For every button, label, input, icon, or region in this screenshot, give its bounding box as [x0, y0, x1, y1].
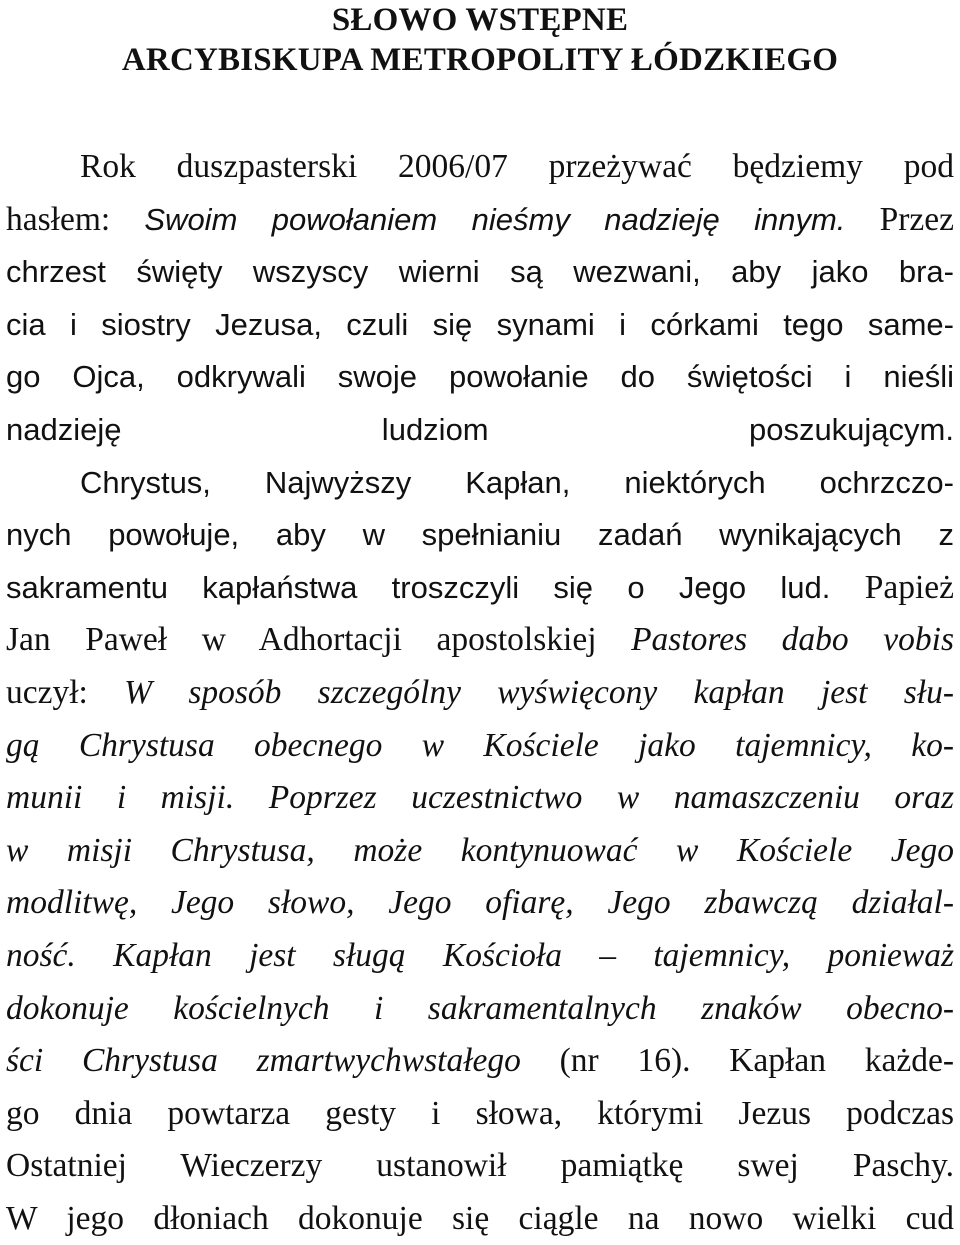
text-segment: w misji Chrystusa, może kontynuować w Kościele Jego [6, 831, 954, 869]
text-segment: ści Chrystusa zmartwychwstałego [6, 1042, 521, 1080]
text-segment: (nr 16). Kapłan każde- [520, 1042, 954, 1080]
text-segment: Swoim powołaniem nieśmy nadzieję innym. [144, 201, 846, 237]
text-line [6, 1035, 954, 1088]
text-segment: dokonuje kościelnych i sakramentalnych znaków obecno- [6, 989, 954, 1027]
text-segment: Rok duszpasterski 2006/07 przeżywać będziemy pod [80, 148, 954, 185]
text-line [6, 404, 954, 457]
text-segment: munii i misji. [6, 779, 269, 817]
text-line [6, 509, 954, 562]
text-line [6, 1088, 954, 1141]
text-segment: W jego dłoniach dokonuje się ciągle na nowo wielki cud [6, 1199, 954, 1237]
text-segment: sakramentu kapłaństwa troszczyli się o Jego lud. [6, 569, 865, 605]
text-segment: Chrystus, Najwyższy Kapłan, niektórych ochrzczo- [80, 464, 954, 500]
text-segment: Ostatniej Wieczerzy ustanowił pamiątkę swej Paschy. [6, 1147, 954, 1185]
text-segment: chrzest święty wszyscy wierni są wezwani, aby jako bra- [6, 254, 954, 290]
text-segment: Jan Paweł w Adhortacji apostolskiej [6, 621, 632, 659]
text-line [6, 930, 954, 983]
text-line [6, 299, 954, 352]
text-line [6, 772, 954, 825]
text-line [6, 246, 954, 299]
text-segment: Przez [845, 200, 954, 238]
text-line [6, 720, 954, 773]
text-segment: cia i siostry Jezusa, czuli się synami i córkami tego same- [6, 306, 954, 342]
text-line [6, 351, 954, 404]
text-line [6, 194, 954, 247]
title-line-1: SŁOWO WSTĘPNE [331, 2, 629, 38]
text-line [6, 457, 954, 510]
text-line [6, 983, 954, 1036]
text-line [6, 562, 954, 615]
text-line [6, 825, 954, 878]
text-line [6, 141, 954, 194]
document-page [6, 0, 954, 1237]
text-segment: uczył: [6, 673, 125, 711]
text-segment: W sposób szczególny wyświęcony kapłan jest słu- [124, 673, 954, 711]
text-segment: nych powołuje, aby w spełnianiu zadań wynikających z [6, 517, 954, 553]
text-line [6, 667, 954, 720]
text-line [6, 614, 954, 667]
text-line [6, 1193, 954, 1245]
text-segment: go dnia powtarza gesty i słowa, którymi Jezus podczas [6, 1094, 954, 1132]
page-title [6, 0, 954, 80]
body-paragraph [6, 141, 954, 1245]
text-line [6, 877, 954, 930]
text-segment: hasłem: [6, 200, 145, 238]
title-line-2: ARCYBISKUPA METROPOLITY ŁÓDZKIEGO [121, 42, 839, 78]
text-segment: gą Chrystusa obecnego w Kościele jako tajemnicy, ko- [6, 726, 954, 764]
text-line [6, 1140, 954, 1193]
text-segment: ność. Kapłan jest sługą Kościoła – tajemnicy, ponieważ [6, 936, 954, 974]
text-segment: Pastores dabo vobis [631, 621, 954, 659]
text-segment: nadzieję ludziom poszukującym. [6, 411, 954, 447]
text-segment: go Ojca, odkrywali swoje powołanie do świętości i nieśli [6, 359, 954, 395]
text-segment: Poprzez uczestnictwo w namaszczeniu oraz [268, 779, 954, 817]
text-segment: Papież [864, 568, 954, 606]
text-segment: modlitwę, Jego słowo, Jego ofiarę, Jego zbawczą działal- [6, 884, 954, 922]
